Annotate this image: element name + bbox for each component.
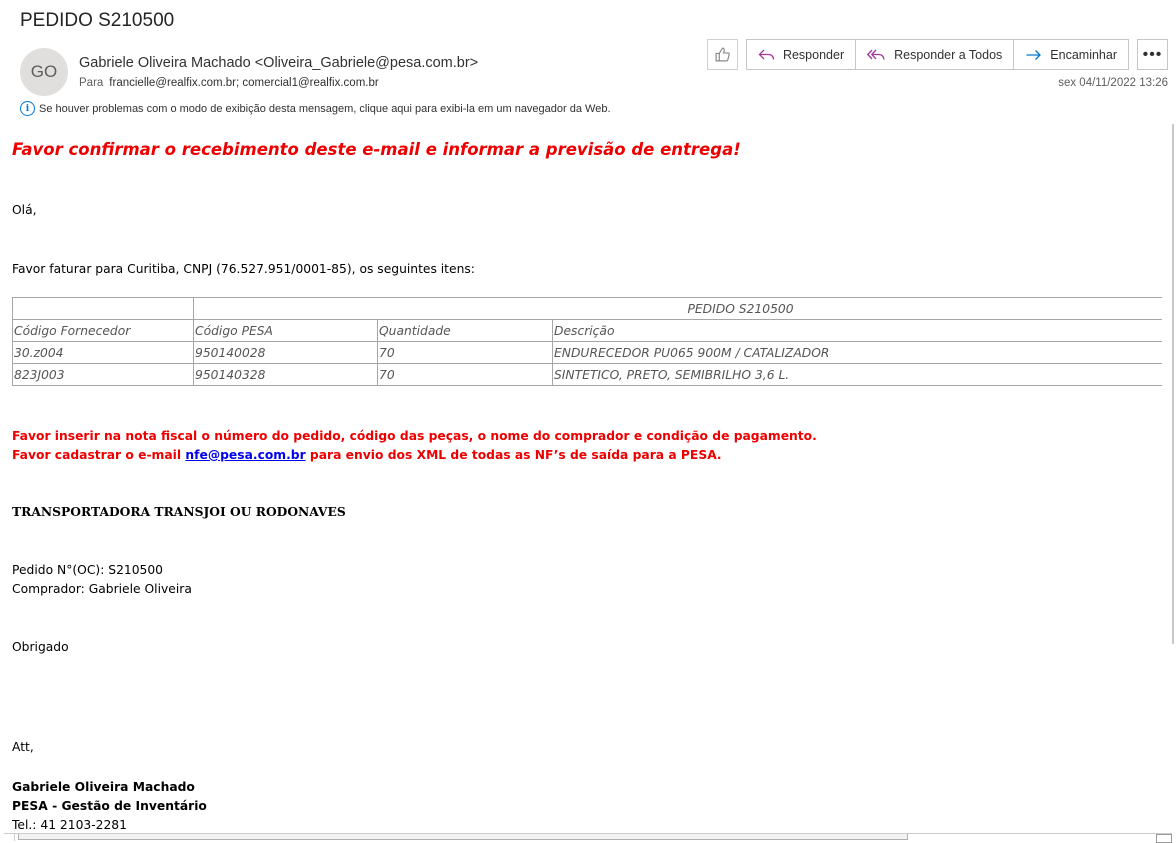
reply-icon [758, 48, 775, 62]
signature-name: Gabriele Oliveira Machado [12, 780, 195, 794]
table-row [13, 364, 1163, 386]
signature-phone: Tel.: 41 2103-2281 [12, 818, 127, 832]
table-cell: 950140328 [194, 364, 378, 386]
forward-label: Encaminhar [1050, 47, 1117, 62]
table-title-row [13, 298, 1163, 320]
forward-icon [1025, 48, 1042, 62]
message-toolbar [707, 39, 1168, 70]
thumbs-up-icon [714, 46, 731, 63]
table-cell: 30.z004 [13, 342, 194, 364]
sender-name[interactable]: Gabriele Oliveira Machado <Oliveira_Gabriele@pesa.com.br> [79, 55, 479, 71]
table-cell: 823J003 [13, 364, 194, 386]
regards-text: Att, [12, 740, 34, 754]
like-button[interactable] [707, 39, 738, 70]
reply-button-group [746, 39, 1129, 70]
to-label: Para [79, 77, 104, 89]
info-bar[interactable] [20, 101, 611, 116]
info-icon: i [20, 101, 35, 116]
order-number: Pedido N°(OC): S210500 [12, 563, 164, 577]
table-header: Quantidade [378, 320, 553, 342]
table-cell: SINTETICO, PRETO, SEMIBRILHO 3,6 L. [553, 364, 1163, 386]
notice-register-email [12, 448, 722, 462]
intro-text: Favor faturar para Curitiba, CNPJ (76.527.951/0001-85), os seguintes itens: [12, 262, 475, 276]
table-cell: 70 [378, 364, 553, 386]
sender-avatar[interactable]: GO [20, 48, 68, 96]
greeting: Olá, [12, 203, 37, 217]
table-cell: ENDURECEDOR PU065 900M / CATALIZADOR [553, 342, 1163, 364]
reply-all-button[interactable] [856, 40, 1014, 69]
signature-department: PESA - Gestão de Inventário [12, 799, 207, 813]
notice-text: para envio dos XML de todas as NF’s de saída para a PESA. [305, 448, 722, 462]
buyer-name: Comprador: Gabriele Oliveira [12, 582, 192, 596]
nfe-email-link[interactable]: nfe@pesa.com.br [185, 448, 306, 462]
vertical-scroll-thumb[interactable] [1172, 124, 1174, 644]
recipients-list[interactable]: francielle@realfix.com.br; comercial1@realfix.com.br [109, 77, 379, 89]
scroll-right-arrow[interactable] [1156, 834, 1172, 843]
reply-label: Responder [782, 47, 845, 62]
email-subject: PEDIDO S210500 [20, 10, 175, 31]
reply-all-icon [867, 48, 886, 62]
table-header-row [13, 320, 1163, 342]
notice-invoice: Favor inserir na nota fiscal o número do pedido, código das peças, o nome do comprador e condição de pagamento. [12, 429, 817, 443]
more-actions-button[interactable]: ••• [1137, 39, 1168, 70]
vertical-scrollbar[interactable] [1172, 124, 1176, 834]
message-body [12, 124, 1162, 834]
forward-button[interactable] [1014, 40, 1128, 69]
table-header: Descrição [553, 320, 1163, 342]
table-title: PEDIDO S210500 [194, 298, 1163, 320]
table-header: Código Fornecedor [13, 320, 194, 342]
headline: Favor confirmar o recebimento deste e-mail e informar a previsão de entrega! [12, 140, 741, 159]
table-cell: 70 [378, 342, 553, 364]
horizontal-scroll-thumb[interactable] [18, 834, 908, 840]
table-row [13, 342, 1163, 364]
carrier-text: TRANSPORTADORA TRANSJOI OU RODONAVES [12, 504, 346, 519]
items-table [12, 297, 1162, 386]
scroll-left-arrow[interactable] [4, 834, 15, 841]
table-cell [13, 298, 194, 320]
reply-button[interactable] [747, 40, 856, 69]
thanks-text: Obrigado [12, 640, 69, 654]
recipients-row [79, 77, 379, 89]
reply-all-label: Responder a Todos [894, 47, 1003, 62]
horizontal-scrollbar[interactable] [4, 833, 1172, 841]
sent-date: sex 04/11/2022 13:26 [1058, 77, 1168, 89]
notice-text: Favor cadastrar o e-mail [12, 448, 186, 462]
table-cell: 950140028 [194, 342, 378, 364]
info-bar-text: Se houver problemas com o modo de exibição desta mensagem, clique aqui para exibi-la em um navegador da Web. [39, 102, 611, 115]
table-header: Código PESA [194, 320, 378, 342]
